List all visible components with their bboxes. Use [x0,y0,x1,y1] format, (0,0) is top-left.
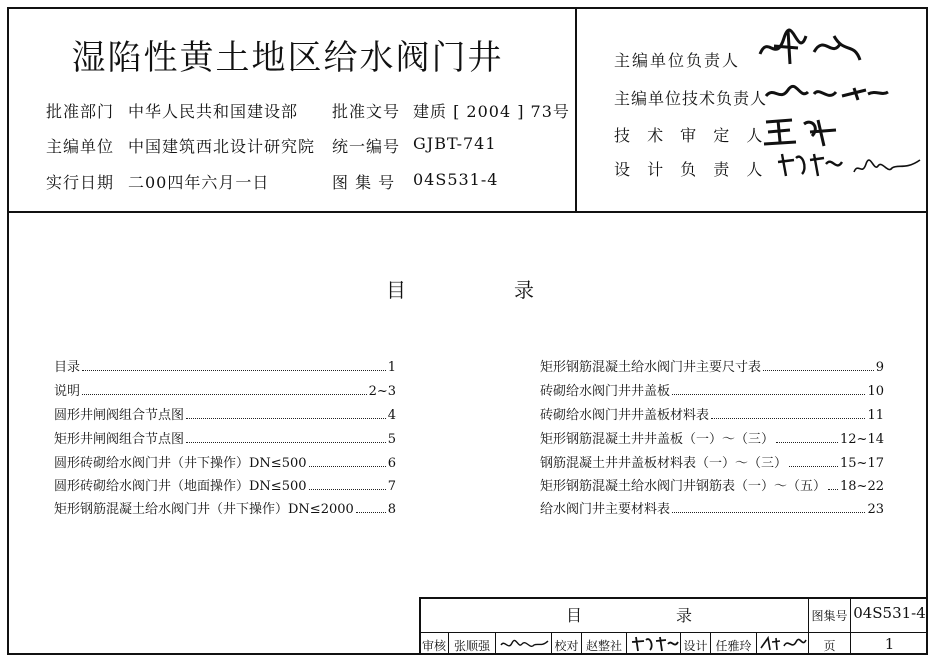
page-label: 页 [823,639,836,653]
designer-signature [758,634,808,654]
toc-entry[interactable] [540,356,884,375]
info-label-3: 主编单位 [46,137,115,156]
toc-entry-page: 7 [387,479,396,494]
toc-entry[interactable] [54,356,396,375]
info-label-2: 批准文号 [332,102,401,121]
info-value-3: 中国建筑西北设计研究院 [128,137,316,156]
toc-entry-title: 矩形钢筋混凝土给水阀门井主要尺寸表 [540,360,762,375]
toc-entry[interactable] [540,404,884,423]
toc-entry[interactable] [540,475,884,494]
toc-entry-title: 圆形砖砌给水阀门井（井下操作）DN≤500 [54,456,307,471]
technical-approver: 技 术 审 定 人 [614,126,769,145]
review-label: 审核 [421,639,446,653]
info-value-6: 04S531-4 [413,170,499,189]
chief-unit-tech-head: 主编单位技术负责人 [614,89,768,108]
reviewer-name: 张顺强 [453,639,490,653]
toc-entry-page: 1 [387,360,396,375]
title-block-name-right: 录 [676,606,693,625]
atlas-no-label: 图集号 [811,609,848,623]
info-value-5: 二00四年六月一日 [128,173,270,192]
checker-signature [628,634,680,654]
toc-entry-page: 8 [387,502,396,517]
header-divider [575,7,577,213]
toc-entry-page: 12~14 [840,432,884,447]
title-block-name-left: 目 [566,606,583,625]
toc-entry-title: 给水阀门井主要材料表 [540,502,671,517]
toc-entry-page: 9 [875,360,884,375]
page-number: 1 [884,635,895,653]
design-head: 设 计 负 责 人 [614,160,769,179]
toc-entry-title: 矩形钢筋混凝土给水阀门井钢筋表（一）～（五） [540,479,827,494]
info-value-1: 中华人民共和国建设部 [128,102,299,121]
info-label-1: 批准部门 [46,102,115,121]
toc-entry-title: 砖砌给水阀门井井盖板 [540,384,671,399]
info-label-4: 统一编号 [332,137,401,156]
toc-entry[interactable] [540,428,884,447]
toc-entry[interactable] [54,498,396,517]
toc-entry-page: 23 [867,502,884,517]
signature-chief-head [754,24,864,70]
toc-entry-page: 10 [867,384,884,399]
toc-entry[interactable] [54,452,396,471]
signature-tech-head [762,80,892,106]
check-label: 校对 [554,639,579,653]
contents-heading-left: 目 [386,278,406,302]
toc-entry[interactable] [540,380,884,399]
info-value-2: 建质 [ 2004 ] 73号 [413,102,570,121]
toc-entry[interactable] [54,380,396,399]
toc-entry-page: 4 [387,408,396,423]
toc-entry-page: 5 [387,432,396,447]
info-label-5: 实行日期 [46,173,115,192]
toc-entry-page: 15~17 [840,456,884,471]
toc-entry[interactable] [540,498,884,517]
toc-entry-title: 矩形钢筋混凝土给水阀门井（井下操作）DN≤2000 [54,502,354,517]
atlas-no-value: 04S531-4 [853,604,926,622]
info-value-4: GJBT-741 [413,134,497,153]
toc-entry[interactable] [54,475,396,494]
signature-design-head [774,150,924,184]
toc-entry[interactable] [540,452,884,471]
chief-unit-head: 主编单位负责人 [614,51,741,70]
info-label-6: 图 集 号 [332,173,396,192]
toc-entry-title: 钢筋混凝土井井盖板材料表（一）～（三） [540,456,788,471]
reviewer-signature [498,635,550,653]
atlas-title: 湿陷性黄土地区给水阀门井 [71,38,504,78]
toc-entry[interactable] [54,428,396,447]
toc-entry-page: 11 [867,408,884,423]
toc-entry[interactable] [54,404,396,423]
header-bottom-line [7,211,928,213]
toc-entry-page: 6 [387,456,396,471]
toc-entry-title: 圆形井闸阀组合节点图 [54,408,185,423]
toc-entry-page: 18~22 [840,479,884,494]
checker-name: 赵整社 [585,639,622,653]
toc-entry-title: 目录 [54,360,81,375]
design-label: 设计 [683,639,708,653]
toc-entry-page: 2~3 [368,384,396,399]
toc-entry-title: 矩形钢筋混凝土井井盖板（一）～（三） [540,432,775,447]
toc-entry-title: 砖砌给水阀门井井盖板材料表 [540,408,710,423]
signature-approver [762,114,842,150]
toc-entry-title: 矩形井闸阀组合节点图 [54,432,185,447]
toc-entry-title: 圆形砖砌给水阀门井（地面操作）DN≤500 [54,479,307,494]
contents-heading-right: 录 [514,278,534,302]
toc-entry-title: 说明 [54,384,81,399]
designer-name: 任雅玲 [715,639,752,653]
